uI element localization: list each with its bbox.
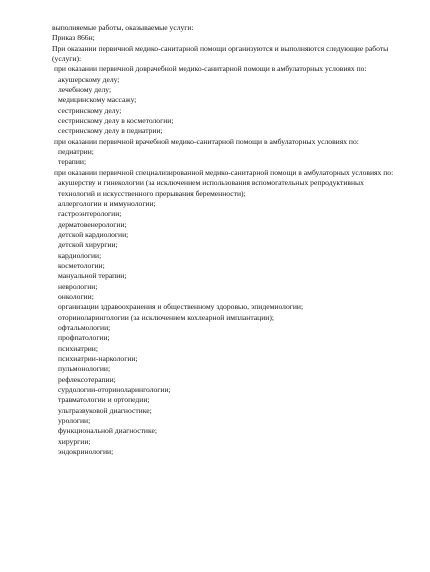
list-item: гастроэнтерологии;: [58, 209, 122, 219]
text-line: выполняемые работы, оказываемые услуги:: [52, 23, 194, 32]
list-item: лечебному делу;: [58, 85, 112, 95]
order-reference: Приказ 866н;: [52, 33, 95, 43]
list-item: эндокринологии;: [58, 447, 114, 457]
list-item: психиатрии-наркологии;: [58, 354, 138, 363]
section-heading: при оказании первичной специализированной медико-санитарной помощи в амбулаторных условиях по:: [54, 167, 394, 177]
list-item: медицинскому массажу;: [58, 95, 137, 105]
list-item: оториноларингологии (за исключением кохлеарной имплантации);: [58, 312, 274, 322]
list-item: рефлексотерапии;: [58, 374, 116, 384]
section-heading: при оказании первичной доврачебной медико-санитарной помощи в амбулаторных условиях по:: [54, 64, 367, 74]
list-item: организации здравоохранения и общественному здоровью, эпидемиологии;: [58, 302, 304, 312]
section-heading: при оказании первичной врачебной медико-санитарной помощи в амбулаторных условиях по:: [54, 136, 359, 146]
list-item: сестринскому делу в педиатрии;: [58, 126, 163, 136]
list-item: детской кардиологии;: [58, 229, 129, 239]
list-item: травматологии и ортопедии;: [58, 395, 150, 405]
list-item: психиатрии;: [58, 343, 98, 353]
text-paragraph: При оказании первичной медико-санитарной помощи организуются и выполняются следующие работы (услуги):: [52, 43, 389, 64]
list-item: пульмонологии;: [58, 364, 111, 374]
list-item: функциональной диагностике;: [58, 426, 157, 436]
list-item: сурдологии-оториноларингологии;: [58, 385, 171, 395]
list-item: терапии;: [58, 157, 87, 167]
list-item: аллергологии и иммунологии;: [58, 198, 156, 208]
list-item: ультразвуковой диагностике;: [58, 405, 152, 415]
list-item: хирургии;: [58, 436, 91, 446]
list-item: акушерству и гинекологии (за исключением использования вспомогательных репродуктивных технологий и искусственного прерывания беременности);: [58, 178, 364, 198]
list-item: сестринскому делу;: [58, 105, 122, 115]
document-text: [52, 23, 402, 457]
list-item: акушерскому делу;: [58, 74, 120, 84]
list-item: неврологии;: [58, 281, 98, 291]
list-item: профпатологии;: [58, 333, 110, 343]
list-item: онкологии;: [58, 291, 94, 301]
list-item: педиатрии;: [58, 147, 94, 157]
list-item: мануальной терапии;: [58, 271, 127, 281]
list-item: кардиологии;: [58, 250, 102, 260]
list-item: урологии;: [58, 416, 91, 426]
list-item: косметологии;: [58, 260, 105, 270]
list-item: сестринскому делу в косметологии;: [58, 116, 174, 126]
list-item: дерматовенерологии;: [58, 219, 127, 229]
list-item: детской хирургии;: [58, 240, 118, 250]
list-item: офтальмологии;: [58, 322, 111, 332]
